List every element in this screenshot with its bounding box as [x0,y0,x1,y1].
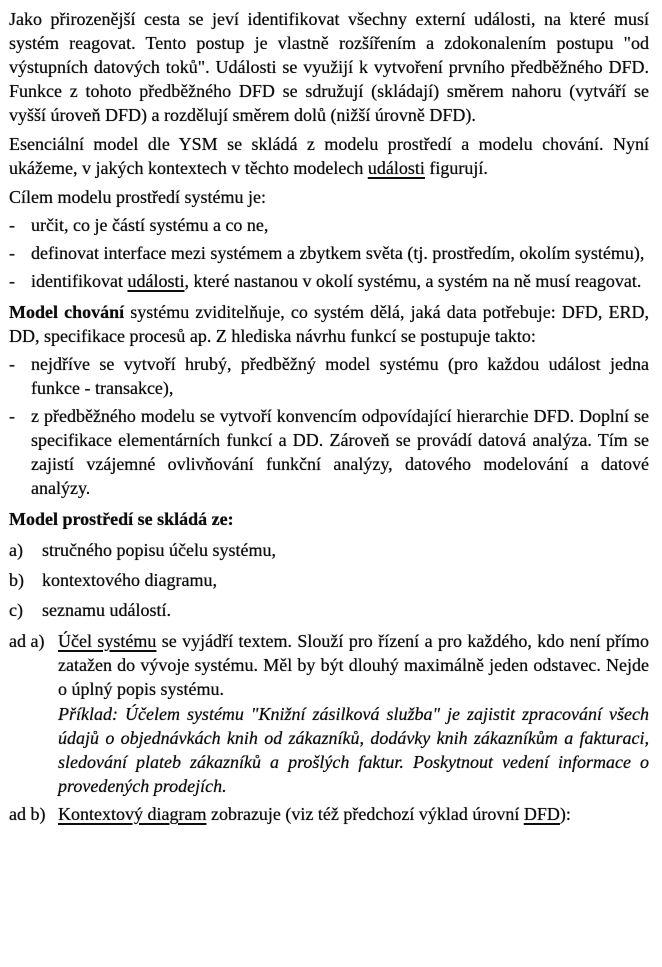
ad-b-body [58,802,649,826]
text-segment: Esenciální model dle YSM se skládá z modelu prostředí a modelu chování. Nyní ukážeme, v jakých kontextech v těchto modelech [9,134,649,178]
list-item [9,213,649,237]
paragraph-env-goal-intro: Cílem modelu prostředí systému je: [9,187,266,207]
env-goals-list [9,213,649,293]
list-item [9,241,649,265]
list-item [9,598,649,622]
text-segment: figurují. [424,158,488,178]
list-item-text: stručného popisu účelu systému, [42,540,276,560]
env-components-list [9,538,649,622]
list-item-text [31,269,649,293]
list-item [9,269,649,293]
dash-marker: - [9,215,15,235]
design-steps-list [9,352,649,500]
list-item-text: definovat interface mezi systémem a zbytkem světa (tj. prostředím, okolím systému), [31,243,645,263]
list-item-text: nejdříve se vytvoří hrubý, předběžný model systému (pro každou událost jedna funkce - transakce), [31,354,649,398]
ad-b-label: ad b) [9,804,46,824]
ad-a-item [9,629,649,798]
dash-marker: - [9,354,15,374]
paragraph-essential-model [9,132,649,180]
section-heading-env-model: Model prostředí se skládá ze: [9,509,234,529]
text-segment: se vyjádří textem. Slouží pro řízení a pro každého, kdo není přímo zatažen do vývoje systému. Měl by být dlouhý maximálně jeden odstavec. Nejde o úplný popis systému. [58,631,649,699]
text-segment: , které nastanou v okolí systému, a systém na ně musí reagovat. [184,271,642,291]
list-item-text: z předběžného modelu se vytvoří konvencím odpovídající hierarchie DFD. Doplní se specifikace elementárních funkcí a DD. Zároveň se provádí datová analýza. Tím se zajistí vzájemné ovlivňování funkční analýzy, datového modelování a datové analýzy. [31,406,649,498]
list-item-text: určit, co je částí systému a co ne, [31,215,269,235]
underlined-term-ucel-systemu: Účel systému [58,631,157,651]
list-item-text: kontextového diagramu, [42,570,217,590]
ad-a-text [58,631,649,699]
ad-a-body [58,629,649,798]
underlined-term-udalosti: události [127,271,185,291]
ad-a-label: ad a) [9,631,45,651]
paragraph-behavior-model [9,300,649,348]
letter-marker: c) [9,600,23,620]
text-segment: systému zviditelňuje, co systém dělá, jaká data potřebuje: DFD, ERD, DD, specifikace procesů ap. Z hlediska návrhu funkcí se postupuje takto: [9,302,649,346]
dash-marker: - [9,271,15,291]
text-segment: identifikovat [31,271,128,291]
letter-marker: b) [9,570,24,590]
underlined-term-udalosti: události [367,158,425,178]
underlined-term-dfd: DFD [523,804,560,824]
dash-marker: - [9,243,15,263]
text-segment: ): [559,804,571,824]
list-item [9,404,649,500]
ad-b-item [9,802,649,826]
list-item-text: seznamu událostí. [42,600,171,620]
list-item [9,538,649,562]
list-item [9,352,649,400]
letter-marker: a) [9,540,23,560]
underlined-term-kontextovy-diagram: Kontextový diagram [58,804,207,824]
text-segment: zobrazuje (viz též předchozí výklad úrovní [206,804,524,824]
paragraph-intro: Jako přirozenější cesta se jeví identifikovat všechny externí události, na které musí systém reagovat. Tento postup je vlastně rozšířením a zdokonalením postupu "od výstupních datových toků". Události se využijí k vytvoření prvního předběžného DFD. Funkce z tohoto předběžného DFD se sdružují (skládají) směrem nahoru (vytváří se vyšší úroveň DFD) a rozdělují směrem dolů (nižší úrovně DFD). [9,9,649,125]
dash-marker: - [9,406,15,426]
bold-lead-in: Model chování [9,302,125,322]
example-paragraph: Příklad: Účelem systému "Knižní zásilková služba" je zajistit zpracování všech údajů o objednávkách knih od zákazníků, dodávky knih zákazníkům a fakturaci, sledování plateb zákazníků a prošlých faktur. Poskytnout vedení informace o provedených prodejích. [58,704,649,796]
list-item [9,568,649,592]
